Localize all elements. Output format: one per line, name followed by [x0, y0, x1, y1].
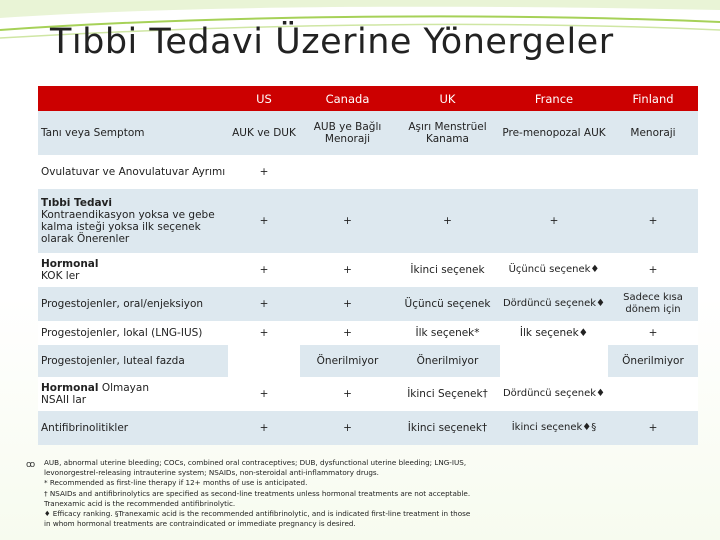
table-row: [38, 411, 698, 445]
table-cell: Dördüncü seçenek♦: [500, 287, 608, 321]
table-row: [38, 287, 698, 321]
table-cell: [395, 155, 500, 189]
column-header-canada: Canada: [300, 86, 395, 111]
bullet-icon: ꝏ: [26, 460, 36, 470]
table-cell: İlk seçenek*: [395, 321, 500, 345]
table-cell: [608, 377, 698, 411]
row-label: Progestojenler, luteal fazda: [38, 345, 228, 377]
table-cell: +: [300, 287, 395, 321]
table-row: [38, 321, 698, 345]
table-cell: Üçüncü seçenek: [395, 287, 500, 321]
table-cell: İkinci seçenek: [395, 253, 500, 287]
row-label-text: Kontraendikasyon yoksa ve gebe kalma isteği yoksa ilk seçenek olarak Önerenler: [41, 209, 215, 245]
table-cell: +: [395, 189, 500, 253]
footnote-line: AUB, abnormal uterine bleeding; COCs, combined oral contraceptives; DUB, dysfunctional uterine bleeding; LNG-IUS,: [44, 458, 467, 467]
row-label: [38, 377, 228, 411]
footnote-line: levonorgestrel-releasing intrauterine system; NSAIDs, non-steroidal anti-inflammatory drugs.: [44, 468, 379, 478]
table-cell: +: [228, 253, 300, 287]
row-label: [38, 189, 228, 253]
table-cell: Menoraji: [608, 111, 698, 155]
table-cell: Dördüncü seçenek♦: [500, 377, 608, 411]
table-row: [38, 189, 698, 253]
table-cell: +: [228, 321, 300, 345]
header-corner: [38, 86, 228, 111]
footnotes: [44, 458, 644, 529]
row-label-heading: Tıbbi Tedavi: [41, 197, 112, 209]
table-cell: +: [300, 189, 395, 253]
table-row: [38, 111, 698, 155]
table-cell: +: [300, 377, 395, 411]
table-row: [38, 155, 698, 189]
row-label-heading: Hormonal: [41, 258, 99, 270]
table-cell: [228, 345, 300, 377]
row-label-text: KOK ler: [41, 270, 80, 282]
table-cell: [608, 155, 698, 189]
table-cell: AUK ve DUK: [228, 111, 300, 155]
column-header-us: US: [228, 86, 300, 111]
table-cell: Önerilmiyor: [395, 345, 500, 377]
table-cell: +: [300, 253, 395, 287]
footnote-line: ♦ Efficacy ranking. §Tranexamic acid is the recommended antifibrinolytic, and is indicated first-line treatment in those: [44, 509, 471, 519]
row-label-text: NSAII lar: [41, 394, 87, 406]
row-label: Ovulatuvar ve Anovulatuvar Ayrımı: [38, 155, 228, 189]
table-cell: +: [228, 411, 300, 445]
column-header-france: France: [500, 86, 608, 111]
footnote-line: in whom hormonal treatments are contraindicated or immediate pregnancy is desired.: [44, 519, 356, 529]
table-row: [38, 345, 698, 377]
table-cell: İkinci Seçenek†: [395, 377, 500, 411]
table-cell: +: [228, 155, 300, 189]
table-cell: [300, 155, 395, 189]
table-cell: Aşırı Menstrüel Kanama: [395, 111, 500, 155]
table-cell: +: [608, 253, 698, 287]
footnote-line: † NSAIDs and antifibrinolytics are specified as second-line treatments unless hormonal treatments are not acceptable.: [44, 488, 471, 498]
table-cell: Üçüncü seçenek♦: [500, 253, 608, 287]
row-label: [38, 253, 228, 287]
table-cell: +: [300, 411, 395, 445]
row-label-suffix: Olmayan: [98, 382, 149, 394]
footnote-line: * Recommended as first-line therapy if 12+ months of use is anticipated.: [44, 478, 308, 488]
row-label: Tanı veya Semptom: [38, 111, 228, 155]
column-header-uk: UK: [395, 86, 500, 111]
table-cell: +: [500, 189, 608, 253]
table-cell: Önerilmiyor: [300, 345, 395, 377]
table-cell: +: [608, 411, 698, 445]
table-cell: [500, 155, 608, 189]
table-cell: Önerilmiyor: [608, 345, 698, 377]
table-cell: +: [608, 189, 698, 253]
row-label: Progestojenler, lokal (LNG-IUS): [38, 321, 228, 345]
table-cell: +: [228, 287, 300, 321]
table-cell: [500, 345, 608, 377]
table-cell: +: [228, 189, 300, 253]
page-title: Tıbbi Tedavi Üzerine Yönergeler: [50, 22, 614, 62]
table-cell: İlk seçenek♦: [500, 321, 608, 345]
table-cell: +: [300, 321, 395, 345]
footnote-line: Tranexamic acid is the recommended antifibrinolytic.: [44, 498, 236, 508]
table-cell: +: [228, 377, 300, 411]
table-cell: +: [608, 321, 698, 345]
table-cell: İkinci seçenek†: [395, 411, 500, 445]
table-cell: Sadece kısa dönem için: [608, 287, 698, 321]
table-header-row: [38, 86, 698, 111]
row-label-heading: Hormonal: [41, 382, 99, 394]
table-cell: İkinci seçenek♦§: [500, 411, 608, 445]
column-header-finland: Finland: [608, 86, 698, 111]
row-label: Progestojenler, oral/enjeksiyon: [38, 287, 228, 321]
table-cell: Pre-menopozal AUK: [500, 111, 608, 155]
table-row: [38, 377, 698, 411]
table-cell: AUB ye Bağlı Menoraji: [300, 111, 395, 155]
row-label: Antifibrinolitikler: [38, 411, 228, 445]
guidelines-table: [38, 86, 698, 445]
table-row: [38, 253, 698, 287]
